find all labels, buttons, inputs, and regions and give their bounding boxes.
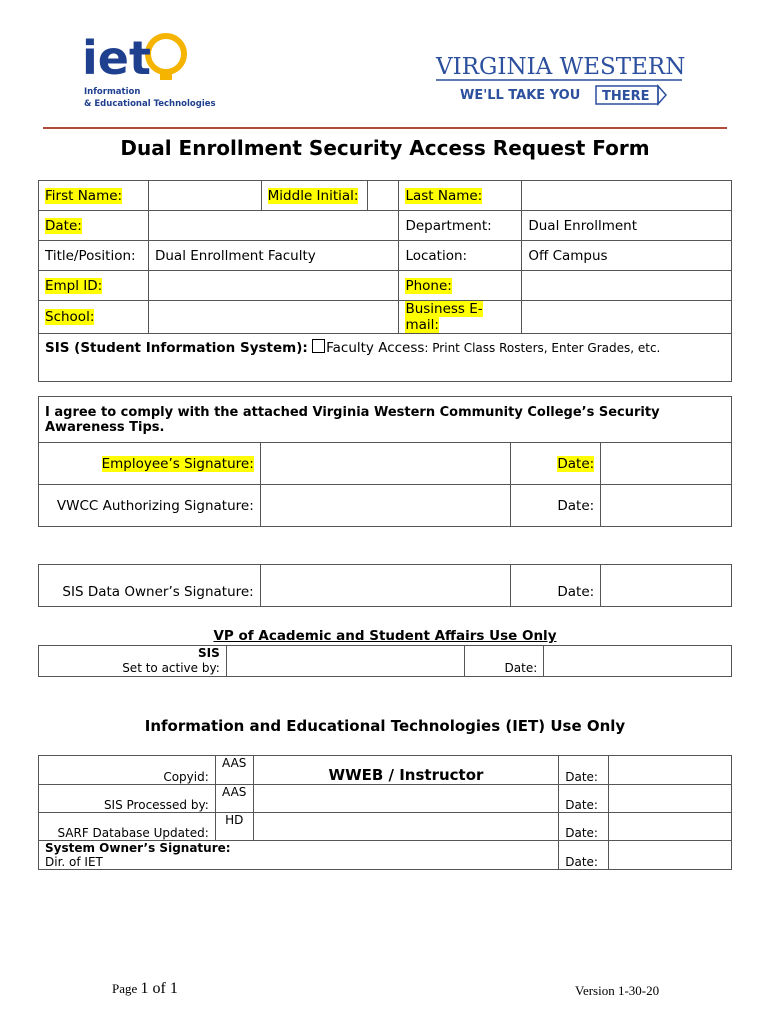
data-owner-signature-label: SIS Data Owner’s Signature: [39, 565, 261, 607]
iet-heading: Information and Educational Technologies (IET) Use Only [144, 717, 626, 735]
date-field[interactable] [148, 211, 398, 241]
school-field[interactable] [148, 301, 398, 334]
system-owner-signature-label: System Owner’s Signature: [45, 841, 231, 855]
sis-access-row [39, 334, 732, 382]
owner-date-field[interactable] [609, 841, 732, 870]
virginia-western-logo [430, 44, 690, 112]
faculty-access-detail: : Print Class Rosters, Enter Grades, etc. [424, 341, 661, 355]
sarf-date-label: Date: [559, 813, 609, 841]
employee-signature-label: Employee’s Signature: [101, 455, 254, 472]
last-name-field[interactable] [522, 181, 732, 211]
copyid-label: Copyid: [39, 756, 216, 785]
iet-table [38, 755, 732, 870]
sarf-updated-field[interactable] [253, 813, 559, 841]
vw-logo-name: VIRGINIA WESTERN [436, 54, 686, 80]
copyid-date-field[interactable] [609, 756, 732, 785]
data-owner-signature-field[interactable] [260, 565, 511, 607]
vwcc-date-label: Date: [511, 485, 601, 527]
employee-date-label: Date: [557, 455, 595, 472]
aas-label-1: AAS [215, 756, 253, 785]
school-label: School: [45, 309, 95, 325]
location-value: Off Campus [522, 241, 732, 271]
vp-table [38, 645, 732, 677]
business-email-label: Business E-mail: [405, 301, 483, 333]
vp-sis-label: SIS [198, 646, 220, 660]
department-label: Department: [399, 211, 522, 241]
page-count: 1 of 1 [140, 980, 178, 997]
page-number [112, 980, 178, 998]
title-position-value: Dual Enrollment Faculty [148, 241, 398, 271]
page-label: Page [112, 981, 141, 996]
title-position-label: Title/Position: [39, 241, 149, 271]
agreement-table [38, 396, 732, 527]
business-email-field[interactable] [522, 301, 732, 334]
date-label: Date: [45, 217, 82, 234]
phone-field[interactable] [522, 271, 732, 301]
employee-signature-field[interactable] [260, 443, 511, 485]
first-name-label: First Name: [45, 187, 123, 204]
empl-id-label: Empl ID: [45, 277, 103, 294]
vwcc-date-field[interactable] [601, 485, 732, 527]
data-owner-date-field[interactable] [601, 565, 732, 607]
wweb-instructor-label: WWEB / Instructor [253, 756, 559, 785]
set-active-by-label: Set to active by: [122, 661, 220, 675]
data-owner-table [38, 564, 732, 607]
vwcc-signature-label: VWCC Authorizing Signature: [39, 485, 261, 527]
empl-id-field[interactable] [148, 271, 398, 301]
vp-heading: VP of Academic and Student Affairs Use Only [213, 628, 557, 644]
sis-processed-field[interactable] [253, 785, 559, 813]
middle-initial-field[interactable] [367, 181, 399, 211]
middle-initial-label: Middle Initial: [267, 187, 359, 204]
page-title: Dual Enrollment Security Access Request Form [120, 136, 650, 160]
header-divider [43, 127, 727, 129]
vw-logo-tagline-a: WE'LL TAKE YOU [460, 88, 581, 103]
set-active-by-field[interactable] [226, 646, 465, 677]
phone-label: Phone: [405, 277, 452, 294]
sarf-updated-label: SARF Database Updated: [39, 813, 216, 841]
owner-date-label: Date: [559, 841, 609, 870]
first-name-field[interactable] [148, 181, 261, 211]
aas-label-2: AAS [215, 785, 253, 813]
processed-date-field[interactable] [609, 785, 732, 813]
employee-date-field[interactable] [601, 443, 732, 485]
agreement-text: I agree to comply with the attached Virginia Western Community College’s Security Awareness Tips. [39, 397, 732, 443]
sis-processed-label: SIS Processed by: [39, 785, 216, 813]
iet-logo-name: iet [82, 31, 151, 85]
data-owner-date-label: Date: [511, 565, 601, 607]
vwcc-signature-field[interactable] [260, 485, 511, 527]
vw-logo-tagline-b: THERE [602, 89, 650, 104]
sis-label: SIS (Student Information System): [45, 340, 308, 356]
iet-logo-line1: Information [84, 87, 141, 97]
copyid-date-label: Date: [559, 756, 609, 785]
info-table [38, 180, 732, 382]
vp-date-label: Date: [465, 646, 544, 677]
version-label: Version 1-30-20 [575, 983, 660, 998]
faculty-access-label: Faculty Access [326, 340, 425, 356]
faculty-access-checkbox[interactable] [312, 339, 325, 353]
sarf-date-field[interactable] [609, 813, 732, 841]
vp-date-field[interactable] [544, 646, 732, 677]
last-name-label: Last Name: [405, 187, 483, 204]
department-value: Dual Enrollment [522, 211, 732, 241]
location-label: Location: [399, 241, 522, 271]
iet-logo-line2: & Educational Technologies [84, 99, 216, 109]
dir-iet-label: Dir. of IET [45, 855, 103, 869]
hd-label: HD [215, 813, 253, 841]
iet-logo [82, 26, 232, 116]
processed-date-label: Date: [559, 785, 609, 813]
